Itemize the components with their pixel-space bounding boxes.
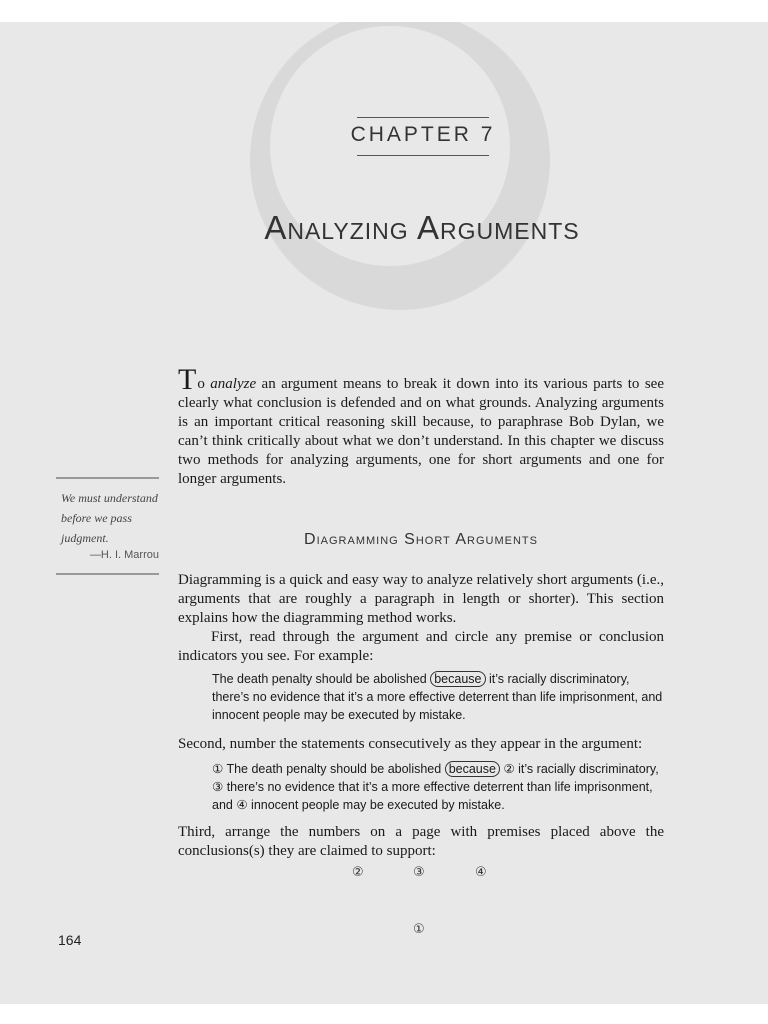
example-argument-1 <box>212 670 664 724</box>
sidebar-quote-author: —H. I. Marrou <box>89 549 159 561</box>
chapter-title: Analyzing Arguments <box>264 209 580 246</box>
diagram-conclusion-1: ① <box>413 922 425 937</box>
intro-text: an argument means to break it down into its various parts to see clearly what conclusion is defended and on what grounds. Analyzing arguments is an important critical reasoning skill because, to paraphrase Bob Dylan, we can’t think critically about what we don’t understand. In this chapter we discuss two methods for analyzing arguments, one for short arguments and one for longer arguments. <box>178 376 664 487</box>
diagram-premise-4: ④ <box>475 865 487 880</box>
example2-part3: there’s no evidence that it’s a more effective deterrent than life imprisonment, and <box>212 780 653 812</box>
intro-italic-word: analyze <box>210 376 257 392</box>
section-paragraph-3: Second, number the statements consecutively as they appear in the argument: <box>178 736 643 752</box>
example1-after: it’s racially discriminatory, there’s no evidence that it’s a more effective deterrent than life imprisonment, and innocent people may be executed by mistake. <box>212 672 663 722</box>
diagram-premise-3: ③ <box>413 865 425 880</box>
example1-before: The death penalty should be abolished <box>212 672 431 686</box>
statement-number-3: ③ <box>212 780 224 794</box>
page-number: 164 <box>58 932 82 948</box>
example2-before: The death penalty should be abolished <box>223 762 445 776</box>
section-paragraph-4: Third, arrange the numbers on a page with premises placed above the conclusions(s) they are claimed to support: <box>178 824 664 859</box>
chapter-rule-bottom <box>357 155 489 156</box>
example2-part2: it’s racially discriminatory, <box>514 762 659 776</box>
section-heading: Diagramming Short Arguments <box>304 531 538 548</box>
statement-number-1: ① <box>212 762 224 776</box>
chapter-label: CHAPTER 7 <box>350 123 496 146</box>
diagram-premise-2: ② <box>352 865 364 880</box>
sidebar-quote-text: We must understand before we pass judgment. <box>61 491 158 545</box>
circled-indicator: because <box>445 761 500 777</box>
book-page <box>0 22 768 1004</box>
sidebar-quote <box>56 477 159 575</box>
circled-indicator: because <box>430 671 485 687</box>
intro-first-word: o <box>197 376 211 392</box>
example-argument-2 <box>212 760 664 814</box>
crescent-ornament <box>240 22 560 320</box>
section-paragraph-2: First, read through the argument and circle any premise or conclusion indicators you see. For example: <box>178 629 664 664</box>
statement-number-2: ② <box>503 762 515 776</box>
intro-paragraph <box>178 363 664 489</box>
statement-number-4: ④ <box>236 798 248 812</box>
section-paragraph-1: Diagramming is a quick and easy way to analyze relatively short arguments (i.e., arguments that are roughly a paragraph in length or shorter). This section explains how the diagramming method works. <box>178 572 664 626</box>
drop-cap: T <box>178 363 197 396</box>
example2-part4: innocent people may be executed by mistake. <box>247 798 505 812</box>
chapter-rule-top <box>357 117 489 118</box>
